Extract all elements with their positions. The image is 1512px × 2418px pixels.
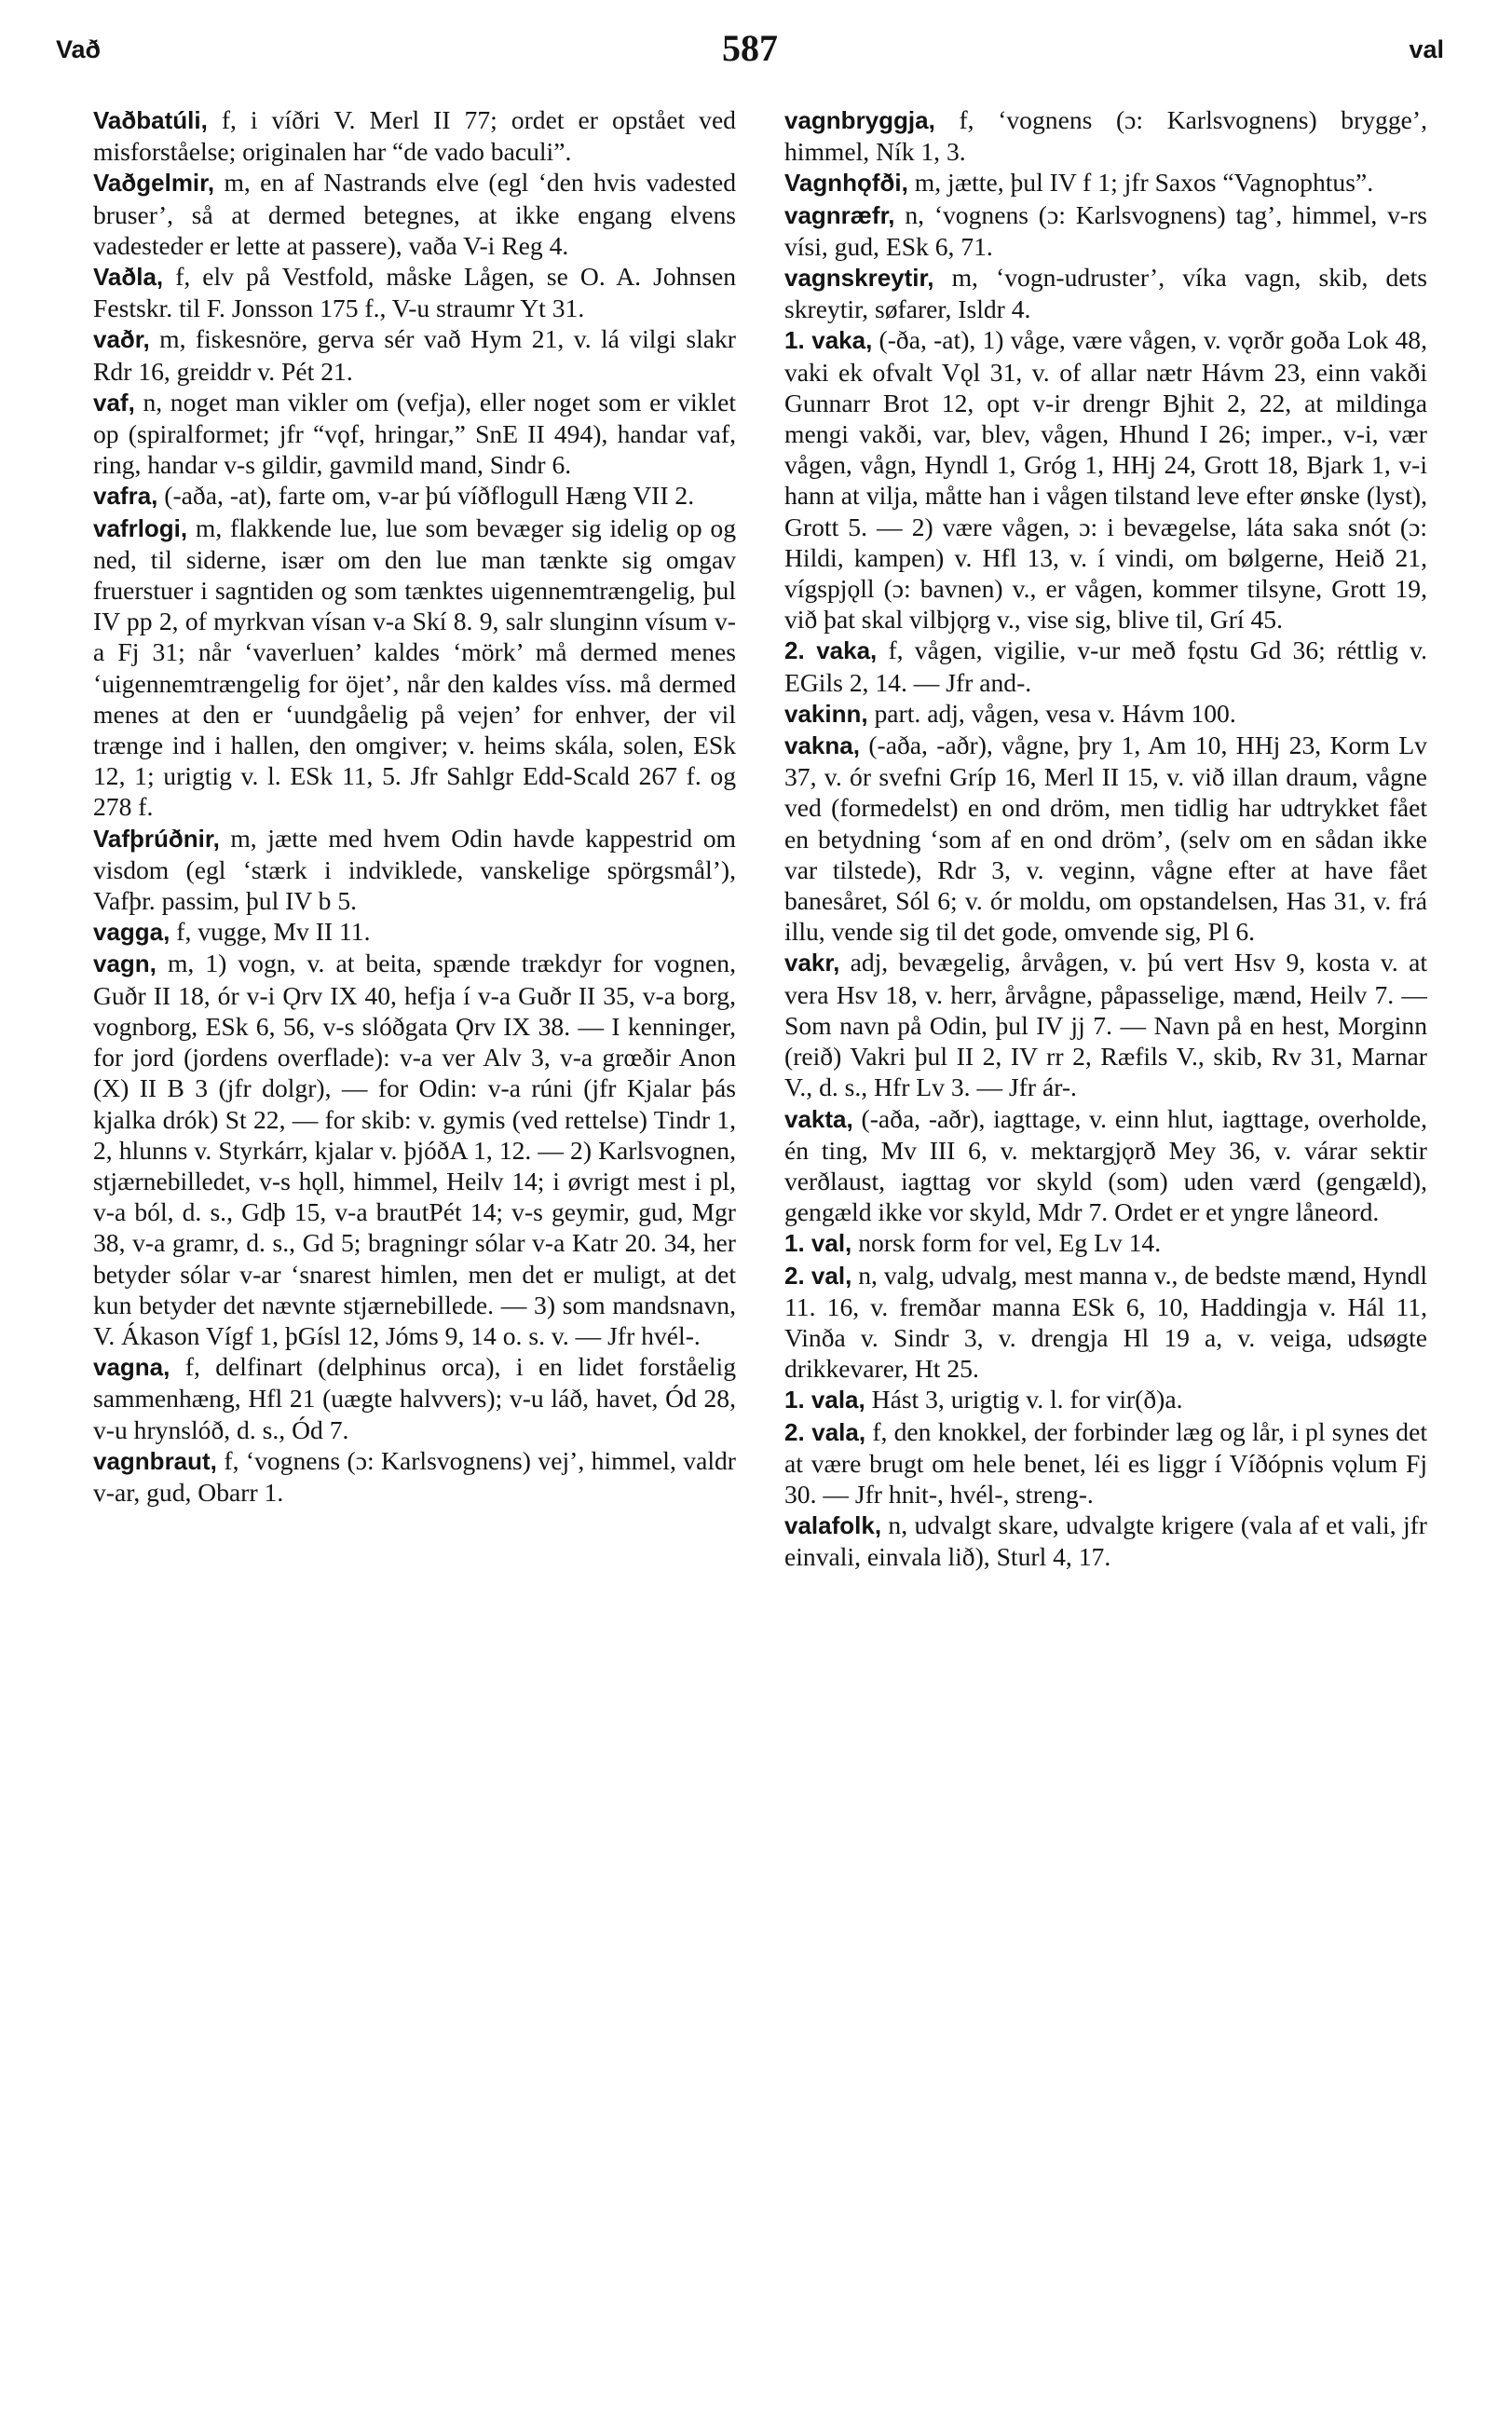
dictionary-entry [93, 823, 736, 917]
dictionary-entry [784, 698, 1427, 730]
entry-definition: n, valg, udvalg, mest manna v., de bedste mænd, Hyndl 11. 16, v. fremðar manna ESk 6, 10, Haddingja v. Hál 11, Vinða v. Sindr 3, v. drengja Hl 19 a, v. veiga, udsøgte drikkevarer, Ht 25. [784, 1260, 1428, 1384]
entry-definition: part. adj, vågen, vesa v. Hávm 100. [874, 698, 1236, 728]
entry-definition: n, noget man vikler om (vefja), eller noget som er viklet op (spiralformet; jfr “vǫf, hringar,” SnE II 494), handar vaf, ring, handar v-s gildir, gavmild mand, Sindr 6. [93, 387, 736, 480]
entry-headword: 2. vala, [784, 1417, 866, 1446]
running-head-left: Vað [56, 35, 102, 63]
dictionary-entry [784, 1103, 1427, 1228]
entry-definition: m, flakkende lue, lue som bevæger sig idelig op og ned, til siderne, især om den lue man tænkte sig omgav fruerstuer i sagntiden og som tænktes uigennemtrængelig, þul IV pp 2, of myrkvan vísan v-a Skí 8. 9, salr slunginn vísum v-a Fj 31; når ‘vaverluen’ kaldes ‘mörk’ må dermed menes ‘uigennemtrængelig for öjet’, når den kaldes víss. må dermed menes at den er ‘uundgåelig på vejen’ for enhver, der vil trænge ind i hallen, den omgiver; v. heims skála, solen, ESk 12, 1; urigtig v. l. ESk 11, 5. Jfr Sahlgr Edd-Scald 267 f. og 278 f. [93, 512, 737, 822]
entry-headword: vagnskreytir, [784, 264, 934, 293]
dictionary-entry [93, 512, 736, 823]
entry-definition: f, ‘vognens (ɔ: Karlsvognens) brygge’, himmel, Ník 1, 3. [784, 105, 1427, 167]
entry-definition: m, ‘vogn-udruster’, víka vagn, skib, dets skreytir, søfarer, Isldr 4. [784, 263, 1427, 324]
entry-headword: vagn, [93, 949, 157, 978]
column-right [784, 104, 1427, 1573]
dictionary-entry [93, 387, 736, 481]
dictionary-entry [784, 1416, 1427, 1510]
dictionary-entry [93, 1445, 736, 1508]
entry-headword: Vagnhǫfði, [784, 169, 908, 198]
entry-definition: (-ða, -at), 1) våge, være vågen, v. vǫrðr goða Lok 48, vaki ek ofvalt Vǫl 31, v. of allar nætr Hávm 23, einn vakði Gunnarr Brot 12, opt v-ir drengr Bjhit 2, 22, at mildinga mengi vakði, var, blev, vågen, Hhund I 26; imper., v-i, vær vågen, vågn, Hyndl 1, Gróg 1, HHj 24, Grott 18, Bjark 1, v-i hann at vilja, måtte han i vågen tilstand leve efter ønske (lyst), Grott 5. — 2) være vågen, ɔ: i bevægelse, láta saka snót (ɔ: Hildi, kampen) v. Hfl 13, v. í vindi, om bølgerne, Heið 21, vígspjǫll (ɔ: bavnen) v., er vågen, kommer tilsyne, Grott 19, við þat skal vilbjǫrg v., vise sig, blive til, Grí 45. [784, 325, 1427, 635]
dictionary-entry [784, 1260, 1427, 1385]
dictionary-entry [93, 167, 736, 261]
entry-definition: f, i víðri V. Merl II 77; ordet er opstået ved misforståelse; originalen har “de vado baculi”. [93, 105, 736, 167]
entry-definition: adj, bevægelig, årvågen, v. þú vert Hsv 9, kosta v. at vera Hsv 18, v. herr, årvågne, påpasselige, mænd, Heilv 7. — Som navn på Odin, þul IV jj 7. — Navn på en hest, Morginn (reið) Vakri þul II 2, IV rr 2, Ræfils V., skib, Rv 31, Marnar V., d. s., Hfr Lv 3. — Jfr ár-. [784, 948, 1428, 1102]
dictionary-entry [784, 1384, 1427, 1415]
dictionary-entry [93, 323, 736, 386]
entry-headword: Vaðbatúli, [93, 106, 208, 134]
entry-definition: m, fiskesnöre, gerva sér vað Hym 21, v. lá vilgi slakr Rdr 16, greiddr v. Pét 21. [93, 324, 736, 386]
entry-definition: (-aða, -aðr), vågne, þry 1, Am 10, HHj 23, Korm Lv 37, v. ór svefni Gríp 16, Merl II 15, v. við illan draum, vågne ved (formedelst) en ond dröm, men tidlig har udtrykket fået en betydning ‘som af en ond dröm’, (selv om en sådan ikke var tilstede), Rdr 3, v. veginn, vågne efter at have fået banesåret, Sól 6; v. ór moldu, om opstandelsen, Has 31, v. frá illu, vende sig til det gode, omvende sig, Pl 6. [784, 731, 1427, 947]
entry-headword: Vaðgelmir, [93, 169, 215, 198]
entry-definition: f, delfinart (delphinus orca), i en lidet forståelig sammenhæng, Hfl 21 (uægte halvvers); v-u láð, havet, Ód 28, v-u hrynslóð, d. s., Ód 7. [93, 1352, 736, 1444]
entry-definition: m, jætte, þul IV f 1; jfr Saxos “Vagnophtus”. [914, 168, 1374, 198]
entry-definition: f, den knokkel, der forbinder læg og lår, i pl synes det at være brugt om hele benet, léi es liggr í Víðópnis vǫlum Fj 30. — Jfr hnit-, hvél-, streng-. [784, 1416, 1428, 1509]
dictionary-entry [784, 947, 1427, 1102]
dictionary-entry [784, 1227, 1427, 1259]
entry-headword: 2. vaka, [784, 636, 878, 665]
entry-headword: vafra, [93, 482, 158, 511]
entry-headword: vakna, [784, 731, 860, 760]
entry-headword: 1. vala, [784, 1386, 865, 1414]
dictionary-entry [93, 948, 736, 1351]
entry-definition: n, ‘vognens (ɔ: Karlsvognens) tag’, himmel, v-rs vísi, gud, ESk 6, 71. [784, 199, 1427, 261]
dictionary-entry [784, 324, 1427, 635]
dictionary-entry [784, 1510, 1427, 1572]
entry-headword: vakinn, [784, 699, 868, 728]
entry-headword: vagna, [93, 1353, 170, 1382]
entry-headword: Vafþrúðnir, [93, 824, 220, 853]
entry-headword: vagnræfr, [784, 200, 895, 229]
dictionary-entry [784, 167, 1427, 198]
entry-headword: vaðr, [93, 325, 150, 354]
entry-headword: vagnbryggja, [784, 106, 935, 134]
dictionary-entry [93, 1351, 736, 1445]
entry-definition: n, udvalgt skare, udvalgte krigere (vala af et vali, jfr einvali, einvala lið), Sturl 4, 17. [784, 1510, 1427, 1572]
entry-definition: Hást 3, urigtig v. l. for vir(ð)a. [871, 1385, 1183, 1414]
dictionary-entry [93, 261, 736, 323]
entry-headword: vafrlogi, [93, 513, 188, 542]
running-head [56, 26, 1444, 82]
entry-headword: vaf, [93, 388, 135, 417]
entry-definition: f, vågen, vigilie, v-ur með fǫstu Gd 36; réttlig v. EGils 2, 14. — Jfr and-. [784, 635, 1427, 697]
entry-headword: 1. vaka, [784, 326, 873, 355]
entry-headword: Vaðla, [93, 263, 164, 292]
dictionary-entry [784, 199, 1427, 262]
entry-headword: vagnbraut, [93, 1446, 217, 1475]
entry-definition: f, elv på Vestfold, måske Lågen, se O. A. Johnsen Festskr. til F. Jonsson 175 f., V-u straumr Yt 31. [93, 262, 736, 323]
dictionary-entry [93, 480, 736, 512]
entry-definition: m, 1) vogn, v. at beita, spænde trækdyr for vognen, Guðr II 18, ór v-i Ǫrv IX 40, hefja í v-a Guðr II 35, v-a borg, vognborg, ESk 6, 56, v-s slóðgata Ǫrv IX 38. — I kenninger, for jord (jordens overflade): v-a ver Alv 3, v-a grœðir Anon (X) II B 3 (jfr dolgr), — for Odin: v-a rúni (jfr Kjalar þás kjalka drók) St 22, — for skib: v. gymis (ved rettelse) Tindr 1, 2, hlunns v. Styrkárr, kjalar v. þjóðA 1, 12. — 2) Karlsvognen, stjærnebilledet, v-s hǫll, himmel, Heilv 14; i øvrigt mest i pl, v-a ból, d. s., Gdþ 15, v-a brautPét 14; v-s geymir, gud, Mgr 38, v-a gramr, d. s., Gd 5; bragningr sólar v-a Katr 20. 34, her betyder sólar v-ar ‘snarest himlen, men det er muligt, at det kun betyder det nævnte stjærnebillede. — 3) som mandsnavn, V. Ákason Vígf 1, þGísl 12, Jóms 9, 14 o. s. v. — Jfr hvél-. [93, 949, 736, 1350]
entry-headword: vakr, [784, 949, 840, 977]
dictionary-entry [93, 104, 736, 167]
running-head-right: val [1409, 35, 1444, 63]
entry-definition: (-aða, -at), farte om, v-ar þú víðflogull Hæng VII 2. [164, 481, 695, 511]
entry-definition: m, en af Nastrands elve (egl ‘den hvis vadested bruser’, så at dermed betegnes, at ikke engang elvens vadesteder er lette at passere), vaða V-i Reg 4. [93, 168, 736, 260]
dictionary-entry [784, 730, 1427, 947]
dictionary-entry [784, 635, 1427, 697]
dictionary-entry [784, 262, 1427, 324]
entry-headword: valafolk, [784, 1511, 882, 1540]
entry-definition: norsk form for vel, Eg Lv 14. [858, 1228, 1162, 1258]
entry-headword: vakta, [784, 1104, 853, 1133]
entry-headword: 1. val, [784, 1229, 852, 1258]
entry-definition: f, vugge, Mv II 11. [176, 917, 371, 947]
entry-definition: f, ‘vognens (ɔ: Karlsvognens) vej’, himmel, valdr v-ar, gud, Obarr 1. [93, 1445, 736, 1507]
entry-definition: (-aða, -aðr), iagttage, v. einn hlut, iagttage, overholde, én ting, Mv III 6, v. mektargjǫrð Mey 36, v. várar sektir verðlaust, iagttag vor skyld (som) uden værd (gengæld), gengæld ikke vor skyld, Mdr 7. Ordet er et yngre låneord. [784, 1103, 1427, 1227]
entry-headword: 2. val, [784, 1261, 852, 1290]
column-left [93, 104, 736, 1508]
entry-definition: m, jætte med hvem Odin havde kappestrid om visdom (egl ‘stærk i indviklede, vanskelige spörgsmål’), Vafþr. passim, þul IV b 5. [93, 823, 736, 916]
dictionary-entry [784, 104, 1427, 167]
entry-headword: vagga, [93, 918, 170, 947]
dictionary-entry [93, 916, 736, 948]
page-number: 587 [722, 27, 778, 69]
